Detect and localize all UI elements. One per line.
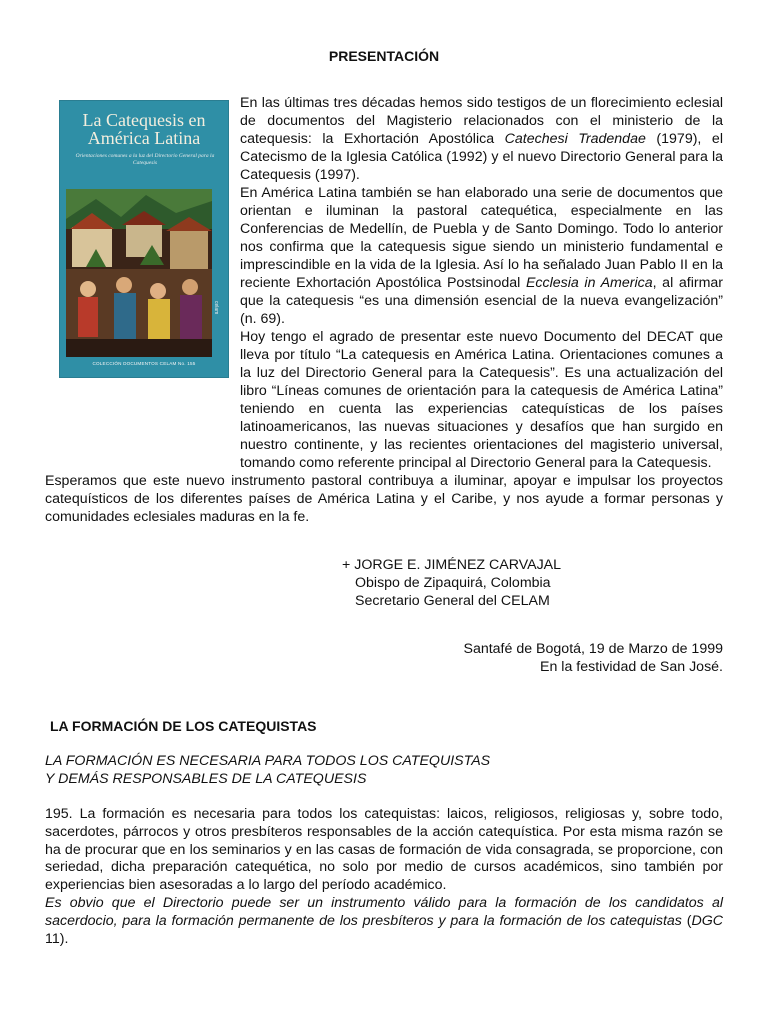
cover-subtitle: Orientaciones comunes a la luz del Directorio General para la Catequesis — [75, 153, 215, 166]
section-subheading — [45, 752, 490, 788]
quote-open-paren: ( — [681, 912, 692, 929]
intro-p1-text-end: (1979), el Catecismo de la Iglesia Católica (1992) y el nuevo Directorio General para la Catequesis (1997). — [240, 131, 723, 183]
intro-paragraph-3: Hoy tengo el agrado de presentar este nuevo Documento del DECAT que lleva por título “La catequesis en América Latina. Orientaciones comunes a la luz del Directorio General para la Catequesis”. Es una actualización del libro “Líneas comunes de orientación para la catequesis de América Latina” teniendo en cuenta las experiencias catequísticas de los países latinoamericanos, las nuevas situaciones y desafíos que han surgido en nuestro continente, y las recientes orientaciones del magisterio universal, tomando como referente principal al Directorio General para la Catequesis. — [240, 329, 723, 471]
subheading-line-2: Y DEMÁS RESPONSABLES DE LA CATEQUESIS — [45, 771, 367, 787]
quote-reference-dgc: DGC — [691, 912, 723, 929]
intro-paragraph-4: Esperamos que este nuevo instrumento pastoral contribuya a iluminar, apoyar e impulsar los proyectos catequísticos de los diferentes países de América Latina y el Caribe, y nos ayude a formar personas y comunidades eclesiales maduras en la fe. — [45, 473, 723, 525]
place-date: Santafé de Bogotá, 19 de Marzo de 1999 — [463, 641, 723, 657]
signature-role-2: Secretario General del CELAM — [355, 593, 550, 609]
cover-title-line1: La Catequesis en — [82, 110, 206, 130]
intro-p1-italic: Catechesi Tradendae — [504, 131, 646, 147]
intro-p2-italic: Ecclesia in America — [525, 275, 653, 291]
paragraph-195 — [45, 806, 723, 948]
intro-p2-text-end: , al afirmar que la catequesis “es una dimensión esencial de la nueva evangelización” (n. 69). — [240, 275, 724, 327]
intro-p1-text: En las últimas tres décadas hemos sido testigos de un florecimiento eclesial de documentos del Magisterio relacionados con el ministerio de la catequesis: la Exhortación Apostólica — [240, 95, 723, 147]
signature-role-1: Obispo de Zipaquirá, Colombia — [355, 575, 551, 591]
quote-reference-number: 11). — [45, 930, 69, 947]
cover-title-line2: América Latina — [87, 128, 201, 148]
cover-collection-label: COLECCIÓN DOCUMENTOS CELAM No. 155 — [92, 361, 196, 366]
signature-block — [342, 556, 561, 610]
presentation-body — [45, 94, 723, 526]
section-heading: LA FORMACIÓN DE LOS CATEQUISTAS — [50, 718, 317, 734]
page-title: PRESENTACIÓN — [328, 48, 440, 64]
place-date-block — [463, 640, 723, 676]
subheading-line-1: LA FORMACIÓN ES NECESARIA PARA TODOS LOS CATEQUISTAS — [45, 753, 491, 769]
intro-p2-text: En América Latina también se han elaborado una serie de documentos que orientan e iluminan la pastoral catequética, especialmente en las Conferencias de Medellín, de Puebla y de Santo Domingo. Todo lo anterior nos confirma que la catequesis sigue siendo un ministerio fundamental e imprescindible en la vida de la Iglesia. Así lo ha señalado Juan Pablo II en la reciente Exhortación Apostólica Postsinodal — [240, 185, 723, 291]
festivity-line: En la festividad de San José. — [540, 659, 723, 675]
signature-name: + JORGE E. JIMÉNEZ CARVAJAL — [342, 557, 562, 573]
cover-publisher-mark: celam — [213, 301, 219, 315]
paragraph-195-quote — [45, 895, 723, 948]
paragraph-195-text: 195. La formación es necesaria para todos los catequistas: laicos, religiosos, religiosas y, sobre todo, sacerdotes, párrocos y otros presbíteros responsables de la acción catequística. Por esta misma razón se ha de procurar que en los seminarios y en las casas de formación de vida consagrada, se proporcione, con seriedad, dicha preparación catequética, no solo por medio de cursos académicos, sino también por experiencias bien asesoradas a lo largo del período académico. — [45, 806, 723, 894]
quote-italic-text: Es obvio que el Directorio puede ser un instrumento válido para la formación de los candidatos al sacerdocio, para la formación permanente de los presbíteros y para la formación de los catequistas — [45, 894, 723, 929]
